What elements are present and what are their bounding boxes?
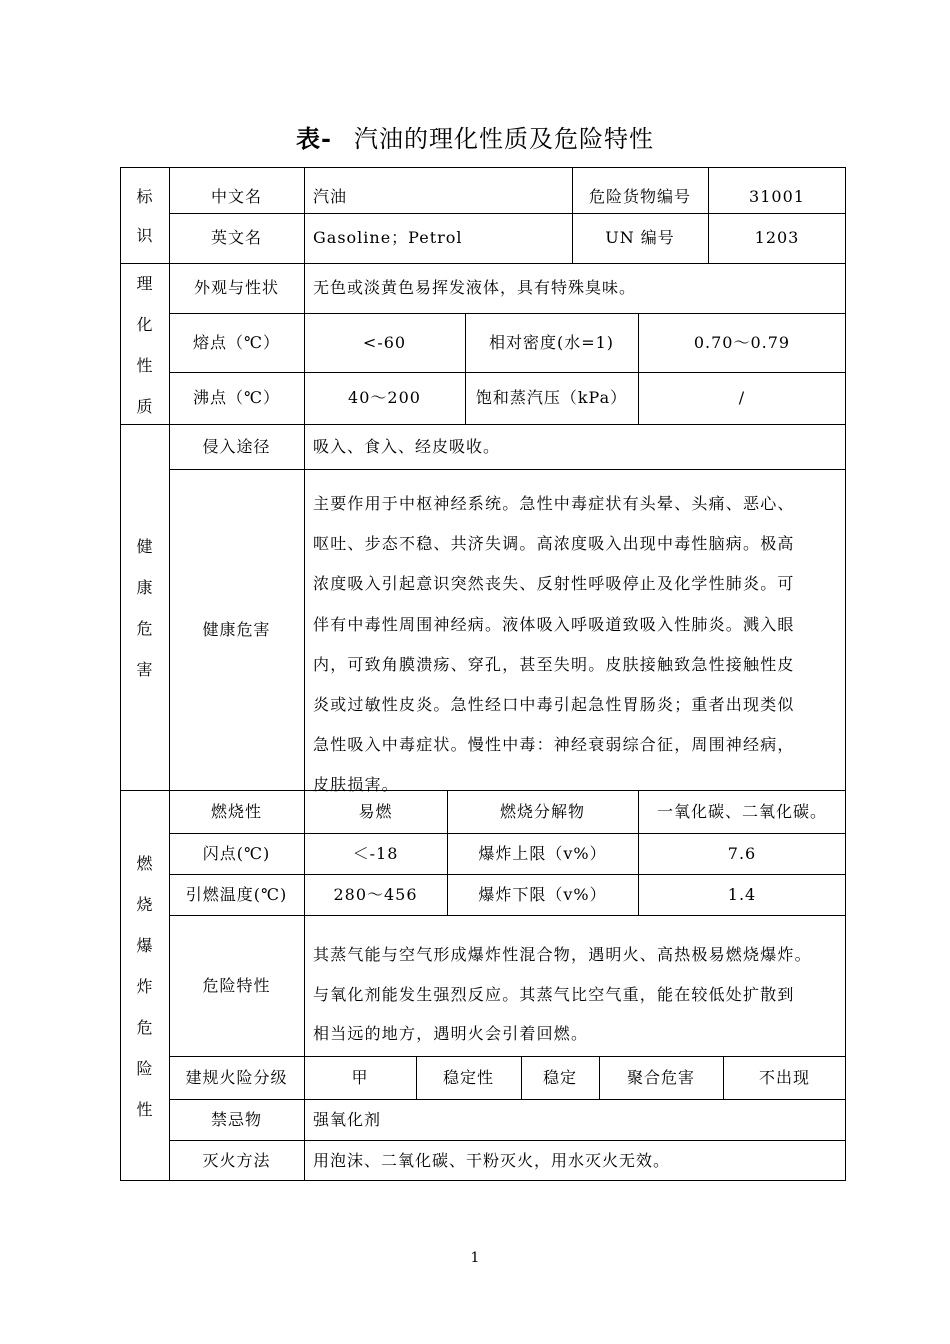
appearance-label: 外观与性状 bbox=[193, 278, 279, 298]
un-value: 1203 bbox=[754, 228, 800, 248]
en-name-label: 英文名 bbox=[210, 228, 262, 248]
text-line: 急性吸入中毒症状。慢性中毒：神经衰弱综合征，周围神经病， bbox=[313, 735, 795, 755]
title-prefix: 表- bbox=[296, 124, 332, 153]
ignition-value: 280～456 bbox=[333, 884, 418, 904]
extinguish-label: 灭火方法 bbox=[202, 1150, 271, 1170]
density-value: 0.70～0.79 bbox=[693, 332, 791, 352]
lower-limit-label: 爆炸下限（v%） bbox=[478, 884, 607, 904]
title-text: 汽油的理化性质及危险特性 bbox=[353, 125, 654, 153]
stability-label: 稳定性 bbox=[442, 1067, 494, 1087]
upper-limit-value: 7.6 bbox=[727, 843, 757, 863]
health-hazard-label: 健康危害 bbox=[202, 619, 271, 639]
text-line: 伴有中毒性周围神经病。液体吸入呼吸道致吸入性肺炎。溅入眼 bbox=[313, 614, 795, 634]
incompat-value: 强氧化剂 bbox=[313, 1109, 382, 1129]
text-line: 呕吐、步态不稳、共济失调。高浓度吸入出现中毒性脑病。极高 bbox=[313, 534, 795, 554]
appearance-value: 无色或淡黄色易挥发液体，具有特殊臭味。 bbox=[313, 278, 637, 298]
cn-name-value: 汽油 bbox=[313, 186, 348, 206]
section-label-fire: 燃 烧 爆 炸 危 险 性 bbox=[136, 854, 153, 1119]
fire-class-label: 建规火险分级 bbox=[185, 1067, 288, 1087]
melting-label: 熔点（℃） bbox=[193, 332, 280, 352]
upper-limit-label: 爆炸上限（v%） bbox=[478, 843, 607, 863]
decomp-label: 燃烧分解物 bbox=[499, 801, 585, 821]
page-title bbox=[0, 119, 950, 154]
text-line: 其蒸气能与空气形成爆炸性混合物，遇明火、高热极易燃烧爆炸。 bbox=[313, 945, 812, 964]
flammability-label: 燃烧性 bbox=[210, 801, 262, 821]
danger-label: 危险特性 bbox=[202, 975, 271, 995]
text-line: 皮肤损害。 bbox=[313, 775, 400, 795]
danger-text bbox=[313, 935, 841, 1054]
polymer-label: 聚合危害 bbox=[626, 1067, 695, 1087]
text-line: 浓度吸入引起意识突然丧失、反射性呼吸停止及化学性肺炎。可 bbox=[313, 574, 795, 594]
section-label-identity: 标 识 bbox=[136, 187, 153, 245]
stability-value: 稳定 bbox=[542, 1067, 577, 1087]
boiling-value: 40～200 bbox=[348, 388, 421, 408]
text-line: 相当远的地方，遇明火会引着回燃。 bbox=[313, 1024, 589, 1043]
fire-class-value: 甲 bbox=[351, 1067, 369, 1087]
health-hazard-text bbox=[313, 484, 841, 806]
route-value: 吸入、食入、经皮吸收。 bbox=[313, 436, 501, 456]
page-number: 1 bbox=[470, 1250, 480, 1266]
vapor-label: 饱和蒸汽压（kPa） bbox=[475, 388, 628, 408]
text-line: 与氧化剂能发生强烈反应。其蒸气比空气重，能在较低处扩散到 bbox=[313, 984, 795, 1004]
ignition-label: 引燃温度(℃) bbox=[185, 884, 288, 904]
incompat-label: 禁忌物 bbox=[210, 1109, 262, 1129]
polymer-value: 不出现 bbox=[758, 1067, 810, 1087]
section-label-health: 健 康 危 害 bbox=[136, 537, 153, 679]
route-label: 侵入途径 bbox=[202, 436, 271, 456]
lower-limit-value: 1.4 bbox=[727, 884, 757, 904]
section-label-physical: 理 化 性 质 bbox=[136, 273, 153, 416]
boiling-label: 沸点（℃） bbox=[193, 388, 280, 408]
text-line: 主要作用于中枢神经系统。急性中毒症状有头晕、头痛、恶心、 bbox=[313, 494, 795, 513]
decomp-value: 一氧化碳、二氧化碳。 bbox=[656, 801, 827, 821]
flash-value: ＜-18 bbox=[352, 843, 399, 863]
melting-value: <-60 bbox=[362, 332, 407, 352]
hazard-no-value: 31001 bbox=[749, 186, 805, 206]
text-line: 炎或过敏性皮炎。急性经口中毒引起急性胃肠炎；重者出现类似 bbox=[313, 695, 795, 715]
un-label: UN 编号 bbox=[605, 228, 675, 248]
flammability-value: 易燃 bbox=[358, 801, 393, 821]
cn-name-label: 中文名 bbox=[210, 186, 262, 206]
extinguish-value: 用泡沫、二氧化碳、干粉灭火，用水灭火无效。 bbox=[313, 1150, 671, 1170]
text-line: 内，可致角膜溃疡、穿孔，甚至失明。皮肤接触致急性接触性皮 bbox=[313, 654, 795, 674]
flash-label: 闪点(℃) bbox=[202, 843, 271, 863]
hazard-no-label: 危险货物编号 bbox=[588, 186, 691, 206]
en-name-value: Gasoline；Petrol bbox=[313, 228, 463, 248]
vapor-value: / bbox=[738, 388, 746, 408]
density-label: 相对密度(水=1) bbox=[488, 332, 615, 352]
